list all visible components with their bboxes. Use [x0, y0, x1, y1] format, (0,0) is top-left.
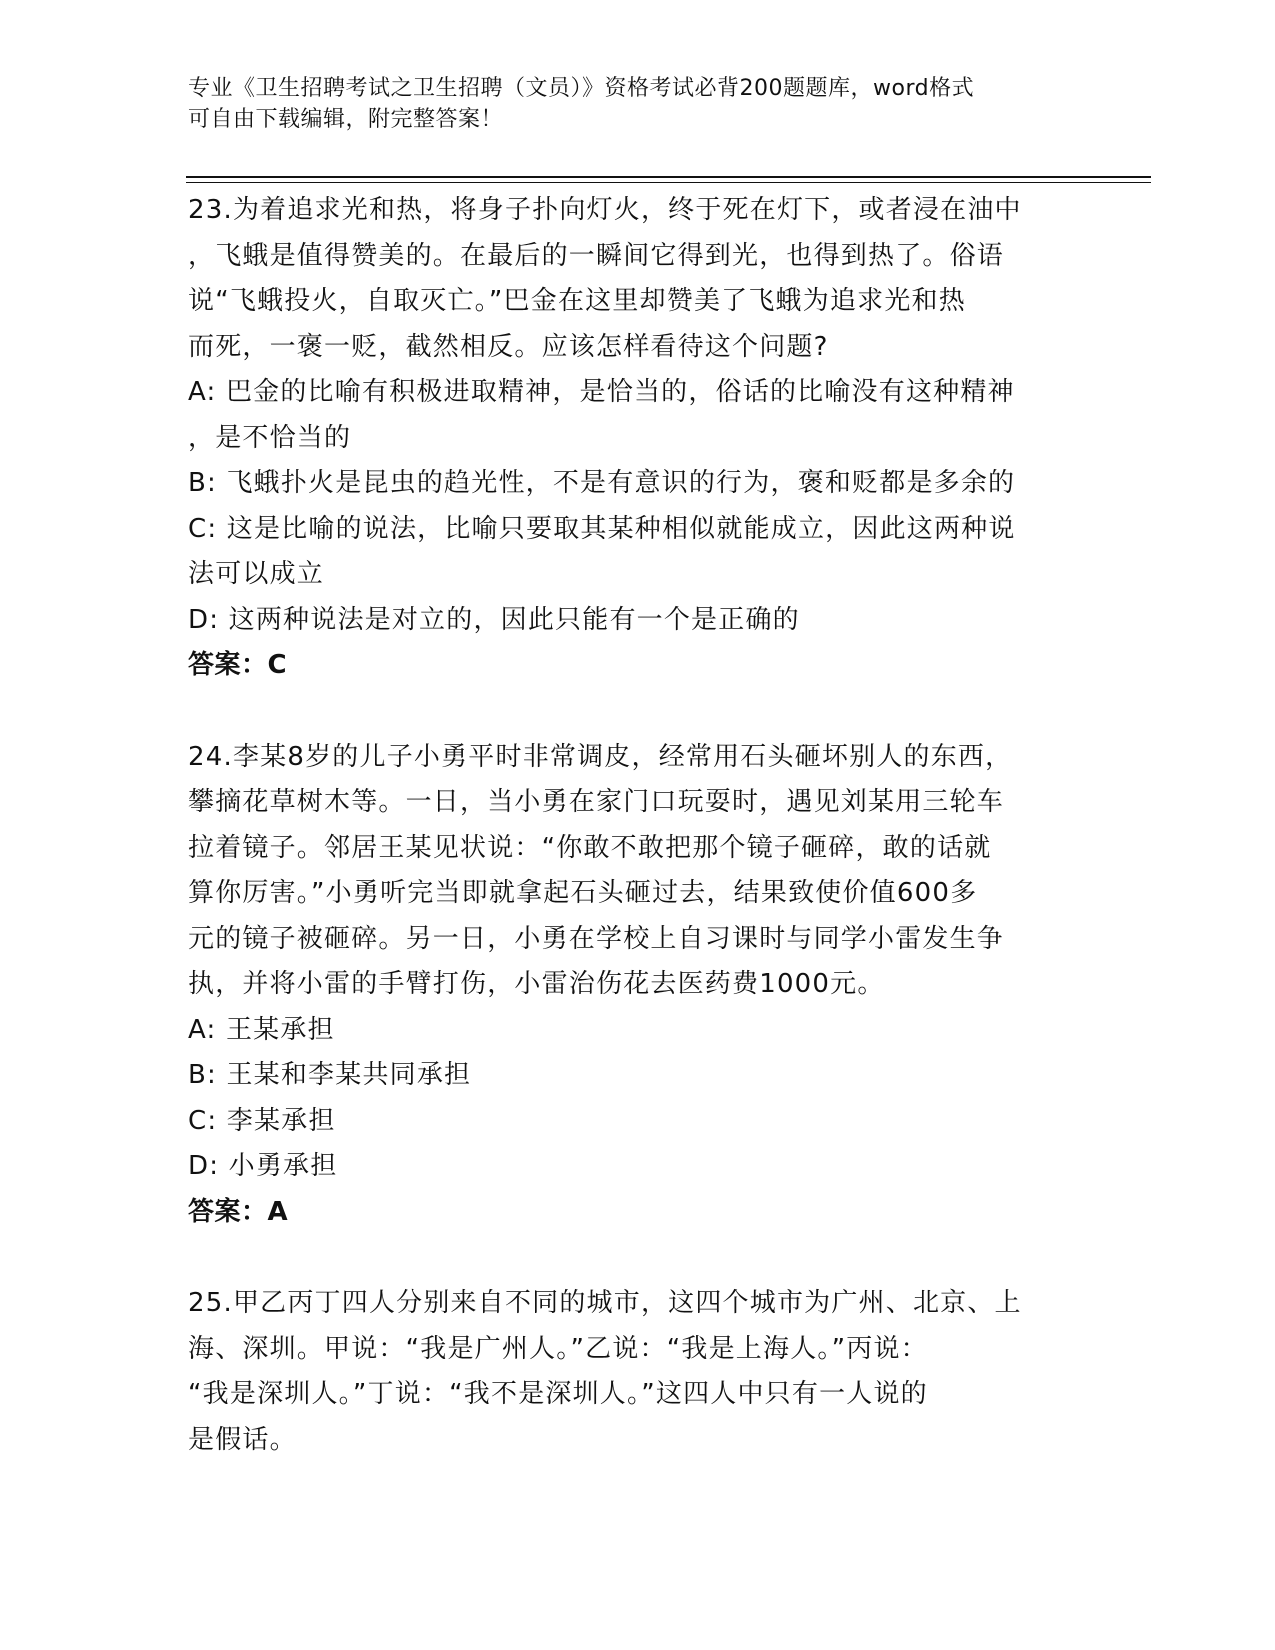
- header-rule-thick: [186, 176, 1151, 178]
- q23-option-c: C: 这是比喻的说法，比喻只要取其某种相似就能成立，因此这两种说: [188, 513, 1016, 544]
- question-body: [188, 188, 1088, 1463]
- q24-stem-line: 攀摘花草树木等。一日，当小勇在家门口玩耍时，遇见刘某用三轮车: [188, 787, 1005, 817]
- q24-answer: 答案：A: [188, 1196, 289, 1227]
- q23-option-d: D: 这两种说法是对立的，因此只能有一个是正确的: [188, 604, 800, 635]
- q23-stem-line: 而死，一褒一贬，截然相反。应该怎样看待这个问题?: [188, 331, 829, 362]
- q24-option-c: C: 李某承担: [188, 1105, 336, 1136]
- q23-stem-line: 23.为着追求光和热，将身子扑向灯火，终于死在灯下，或者浸在油中: [188, 195, 1022, 225]
- q23-option-a: A: 巴金的比喻有积极进取精神，是恰当的，俗话的比喻没有这种精神: [188, 377, 1015, 407]
- q25-stem-line: 是假话。: [188, 1424, 297, 1455]
- q24-option-b: B: 王某和李某共同承担: [188, 1060, 472, 1090]
- question-25: [188, 1281, 1088, 1463]
- q25-stem-line: 海、深圳。甲说：“我是广州人。”乙说：“我是上海人。”丙说：: [188, 1333, 928, 1364]
- question-24: [188, 735, 1088, 1236]
- q25-stem-line: “我是深圳人。”丁说：“我不是深圳人。”这四人中只有一人说的: [188, 1379, 928, 1409]
- page-header: [188, 73, 1068, 135]
- q24-stem-line: 拉着镜子。邻居王某见状说：“你敢不敢把那个镜子砸碎，敢的话就: [188, 832, 992, 863]
- q24-option-a: A: 王某承担: [188, 1014, 335, 1045]
- spacer: [188, 1235, 1088, 1281]
- question-23: [188, 188, 1088, 689]
- q23-stem-line: ，飞蛾是值得赞美的。在最后的一瞬间它得到光，也得到热了。俗语: [188, 240, 1005, 271]
- q25-stem-line: 25.甲乙丙丁四人分别来自不同的城市，这四个城市为广州、北京、上: [188, 1288, 1022, 1318]
- q24-stem-line: 元的镜子被砸碎。另一日，小勇在学校上自习课时与同学小雷发生争: [188, 923, 1005, 954]
- spacer: [188, 689, 1088, 735]
- q23-option-c-cont: 法可以成立: [188, 559, 325, 589]
- header-line-2: 可自由下载编辑，附完整答案！: [188, 107, 504, 132]
- header-rule-thin: [186, 182, 1151, 183]
- q24-stem-line: 24.李某8岁的儿子小勇平时非常调皮，经常用石头砸坏别人的东西，: [188, 741, 1013, 772]
- q23-option-b: B: 飞蛾扑火是昆虫的趋光性，不是有意识的行为，褒和贬都是多余的: [188, 468, 1016, 498]
- header-line-1: 专业《卫生招聘考试之卫生招聘（文员）》资格考试必背200题题库，word格式: [188, 76, 975, 101]
- q24-stem-line: 算你厉害。”小勇听完当即就拿起石头砸过去，结果致使价值600多: [188, 878, 978, 908]
- q23-stem-line: 说“飞蛾投火，自取灭亡。”巴金在这里却赞美了飞蛾为追求光和热: [188, 286, 966, 316]
- q24-stem-line: 执，并将小雷的手臂打伤，小雷治伤花去医药费1000元。: [188, 969, 885, 999]
- q23-answer: 答案：C: [188, 650, 288, 680]
- q24-option-d: D: 小勇承担: [188, 1151, 338, 1181]
- q23-option-a-cont: ，是不恰当的: [188, 422, 352, 453]
